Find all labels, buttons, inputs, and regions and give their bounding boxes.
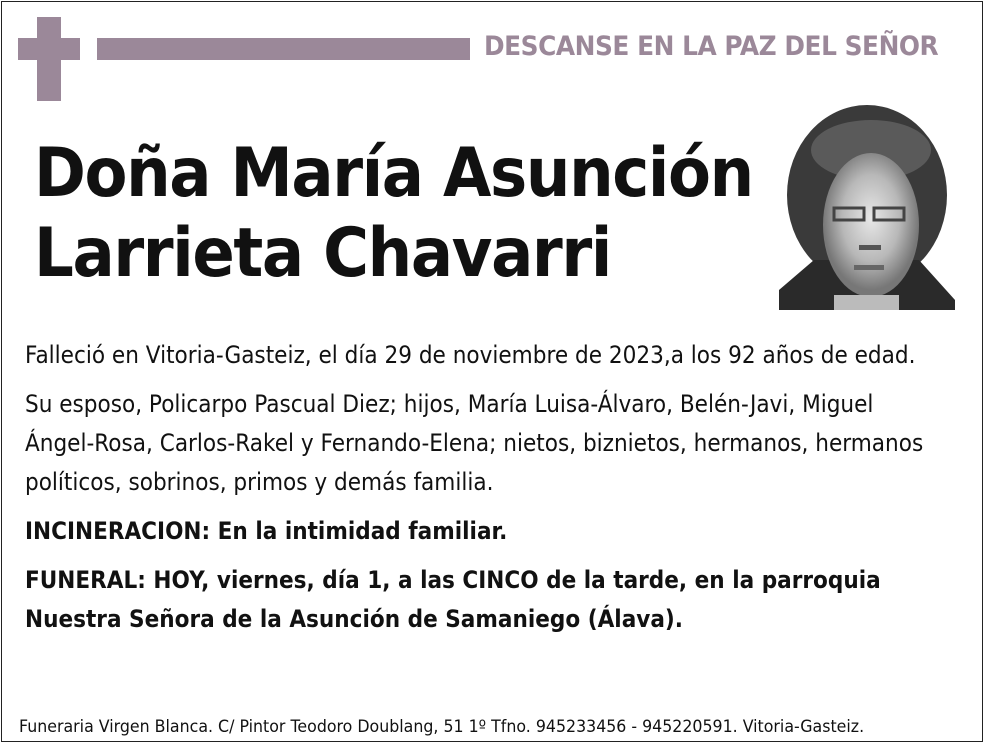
death-notice-text: Falleció en Vitoria-Gasteiz, el día 29 de noviembre de 2023,a los 92 años de edad. [25, 341, 916, 369]
header-divider-bar [97, 38, 470, 60]
name-line-1: Doña María Asunción [34, 134, 753, 213]
funeral-home-footer: Funeraria Virgen Blanca. C/ Pintor Teodoro Doublang, 51 1º Tfno. 945233456 - 945220591. Vitoria-Gasteiz. [19, 717, 865, 737]
family-text: Su esposo, Policarpo Pascual Diez; hijos, María Luisa-Álvaro, Belén-Javi, Miguel Ángel-Rosa, Carlos-Rakel y Fernando-Elena; nietos, biznietos, hermanos, hermanos políticos, sobrinos, primos y demás familia. [25, 390, 924, 496]
portrait-photo [779, 100, 955, 310]
funeral-text: FUNERAL: HOY, viernes, día 1, a las CINCO de la tarde, en la parroquia Nuestra Señora de la Asunción de Samaniego (Álava). [25, 566, 881, 633]
cremation-text: INCINERACION: En la intimidad familiar. [25, 517, 508, 545]
header-tagline: DESCANSE EN LA PAZ DEL SEÑOR [484, 31, 939, 62]
notice-body [25, 336, 961, 649]
cross-icon-arm [18, 38, 80, 60]
deceased-name [34, 134, 753, 294]
name-line-2: Larrieta Chavarri [34, 214, 611, 293]
